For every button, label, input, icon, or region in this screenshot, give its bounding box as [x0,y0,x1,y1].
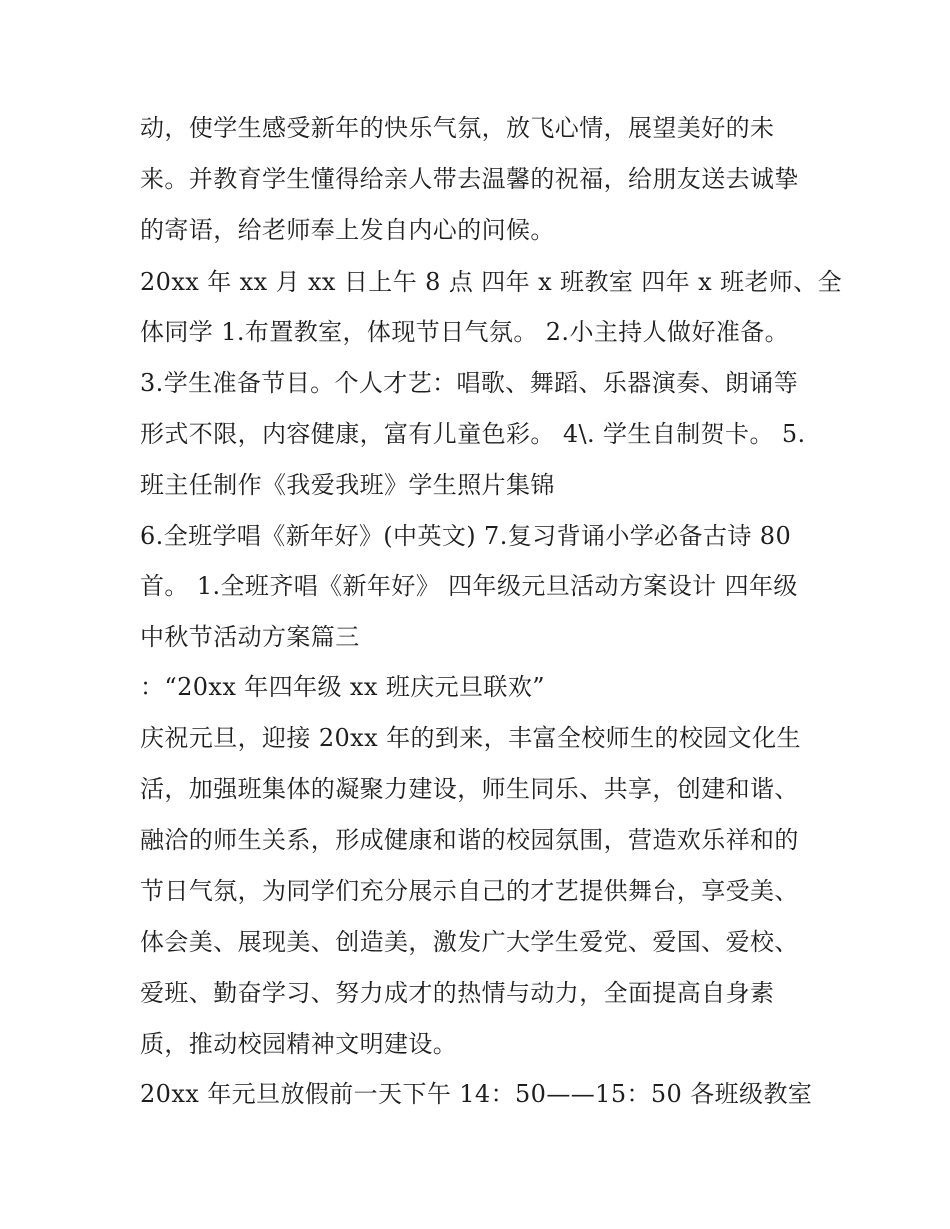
text-line-2: 来。并教育学生懂得给亲人带去温馨的祝福，给朋友送去诚挚 [140,165,799,193]
text-line-19: 质，推动校园精神文明建设。 [140,1030,458,1058]
text-line-12: ：“20xx 年四年级 xx 班庆元旦联欢” [140,673,545,701]
text-line-14: 活，加强班集体的凝聚力建设，师生同乐、共享，创建和谐、 [140,775,799,803]
text-line-18: 爱班、勤奋学习、努力成才的热情与动力，全面提高自身素 [140,979,775,1007]
text-line-17: 体会美、展现美、创造美，激发广大学生爱党、爱国、爱校、 [140,928,799,956]
text-line-9: 6.全班学唱《新年好》(中英文) 7.复习背诵小学必备古诗 80 [140,522,792,550]
text-line-8: 班主任制作《我爱我班》学生照片集锦 [140,471,555,499]
text-line-7: 形式不限，内容健康，富有儿童色彩。 4\. 学生自制贺卡。 5. [140,420,806,448]
text-line-10: 首。 1.全班齐唱《新年好》 四年级元旦活动方案设计 四年级 [140,572,798,600]
text-line-15: 融洽的师生关系，形成健康和谐的校园氛围，营造欢乐祥和的 [140,826,799,854]
text-line-16: 节日气氛，为同学们充分展示自己的才艺提供舞台，享受美、 [140,877,799,905]
text-line-13: 庆祝元旦，迎接 20xx 年的到来，丰富全校师生的校园文化生 [140,724,801,752]
text-line-1: 动，使学生感受新年的快乐气氛，放飞心情，展望美好的未 [140,114,775,142]
text-line-11: 中秋节活动方案篇三 [140,623,360,651]
text-line-3: 的寄语，给老师奉上发自内心的问候。 [140,216,555,244]
text-line-20: 20xx 年元旦放假前一天下午 14：50——15：50 各班级教室 [140,1080,813,1108]
text-line-5: 体同学 1.布置教室，体现节日气氛。 2.小主持人做好准备。 [140,318,790,346]
text-line-6: 3.学生准备节目。个人才艺：唱歌、舞蹈、乐器演奏、朗诵等 [140,369,799,397]
text-line-4: 20xx 年 xx 月 xx 日上午 8 点 四年 x 班教室 四年 x 班老师、全 [140,268,843,296]
